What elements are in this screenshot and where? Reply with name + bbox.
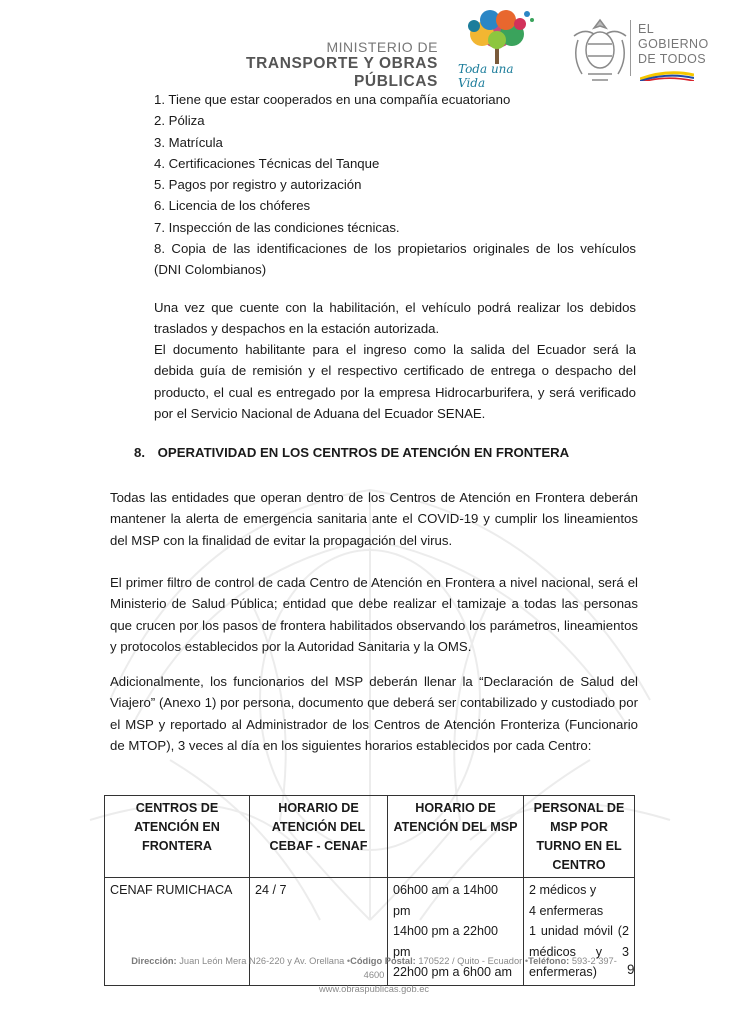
cell-personal: 2 médicos y 4 enfermeras 1 unidad móvil (2 médicos y 3 enfermeras) (524, 878, 635, 986)
government-logo-text: EL GOBIERNO DE TODOS (638, 22, 709, 66)
list-item: 2. Póliza (154, 113, 205, 129)
list-item: 5. Pagos por registro y autorización (154, 177, 362, 193)
page-number: 9 (627, 962, 635, 977)
page-footer (124, 954, 624, 996)
list-item: 1. Tiene que estar cooperados en una compañía ecuatoriano (154, 92, 511, 107)
list-item: 7. Inspección de las condiciones técnicas. (154, 219, 400, 235)
section-heading (134, 443, 569, 463)
section-number: 8. (134, 445, 145, 460)
toda-una-vida-logo (454, 6, 540, 90)
header-divider (630, 20, 631, 76)
campaign-tagline: Toda una Vida (458, 62, 514, 90)
list-item: 6. Licencia de los chóferes (154, 198, 311, 214)
ministry-line-2: TRANSPORTE Y OBRAS PÚBLICAS (246, 55, 438, 90)
paragraph-filtro: El primer filtro de control de cada Centro de Atención en Frontera a nivel nacional, será el Ministerio de Salud Pública; entidad que debe realizar el tamizaje a todas las personas que crucen por los pasos de frontera habilitados observando los parámetros, lineamientos y protocolos establecidos por la Autoridad Sanitaria y la OMS. (110, 575, 638, 654)
list-item: 8. Copia de las identificaciones de los propietarios originales de los vehículos (DNI Colombianos) (154, 241, 636, 278)
column-header: HORARIO DE ATENCIÓN DEL MSP (388, 796, 524, 878)
list-item: 4. Certificaciones Técnicas del Tanque (154, 155, 380, 171)
footer-website: www.obraspublicas.gob.ec (318, 984, 430, 994)
ministry-name (198, 40, 438, 91)
cell-horario-cebaf: 24 / 7 (250, 878, 388, 986)
paragraph-entidades: Todas las entidades que operan dentro de los Centros de Atención en Frontera deberán mantener la alerta de emergencia sanitaria ante el COVID-19 y cumplir los lineamientos del MSP con la finalidad de evitar la propagación del virus. (110, 490, 638, 548)
table-header-row (105, 796, 635, 878)
ministry-line-1: MINISTERIO DE (326, 39, 438, 55)
section-title: OPERATIVIDAD EN LOS CENTROS DE ATENCIÓN EN FRONTERA (157, 445, 570, 460)
column-header: PERSONAL DE MSP POR TURNO EN EL CENTRO (524, 796, 635, 878)
list-item: 3. Matrícula (154, 134, 223, 150)
cell-horario-msp: 06h00 am a 14h00 pm 14h00 pm a 22h00 pm 22h00 pm a 6h00 am (388, 878, 524, 986)
column-header: CENTROS DE ATENCIÓN EN FRONTERA (105, 796, 250, 878)
paragraph-funcionarios: Adicionalmente, los funcionarios del MSP deberán llenar la “Declaración de Salud del Viajero” (Anexo 1) por persona, documento que deberá ser contabilizado y custodiado por el MSP y reportado al Administrador de los Centros de Atención Fronteriza (Funcionario de MTOP), 3 veces al día en los siguientes horarios establecidos por cada Centro: (110, 674, 638, 753)
cell-centro: CENAF RUMICHACA (105, 878, 250, 986)
footer-address-line: Dirección: Juan León Mera N26-220 y Av. Orellana •Código Postal: 170522 / Quito - Ecuador •Teléfono: 593-2 397-4600 (131, 956, 617, 980)
paragraph-habilitacion: Una vez que cuente con la habilitación, el vehículo podrá realizar los debidos traslados y despachos en la estación autorizada. (154, 300, 636, 337)
column-header: HORARIO DE ATENCIÓN DEL CEBAF - CENAF (250, 796, 388, 878)
ecuador-coat-of-arms (568, 14, 632, 88)
paragraph-documento: El documento habilitante para el ingreso como la salida del Ecuador será la debida guía de remisión y el respectivo certificado de entrega o despacho del producto, el cual es entregado por la empresa Hidrocarburifera, y será verificado por el Servicio Nacional de Aduana del Ecuador SENAE. (154, 342, 636, 421)
flag-stripes-icon (640, 71, 694, 81)
requirements-list (154, 89, 636, 281)
